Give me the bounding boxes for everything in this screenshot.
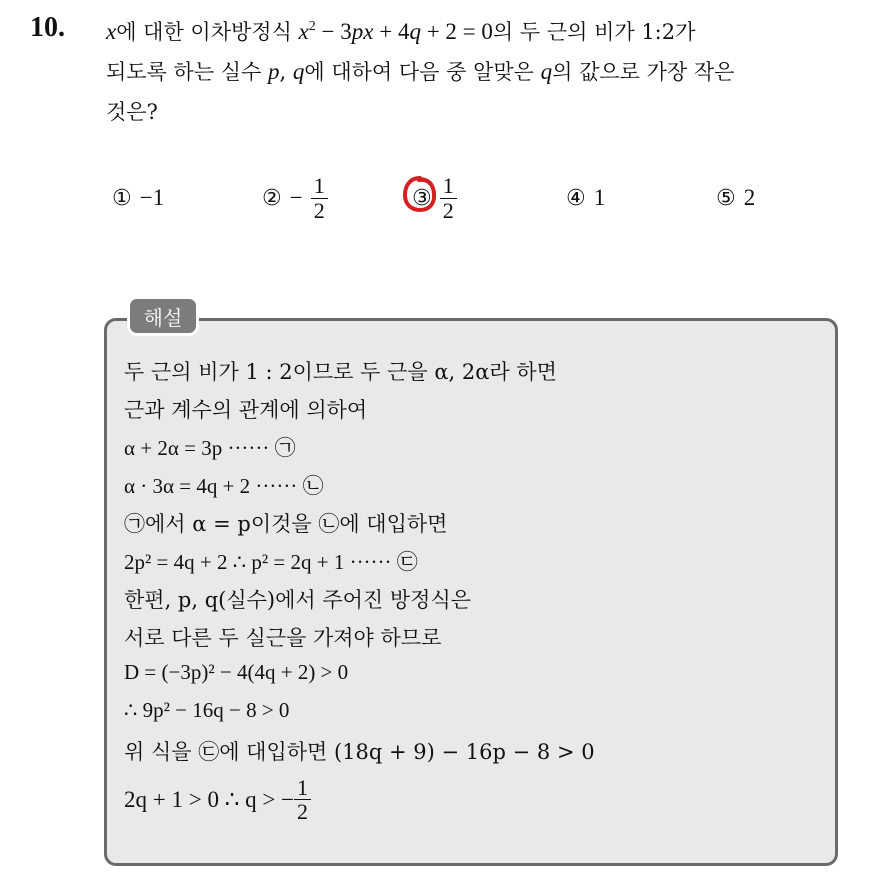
question-line-3: 것은? [106,100,158,124]
solution-inequality: 2q + 1 > 0 ∴ q > − [124,786,295,812]
choice-4[interactable] [566,168,605,228]
choice-sign: − [289,185,303,210]
solution-line: 한편, p, q(실수)에서 주어진 방정식은 [124,588,472,612]
var-x: x [106,19,117,44]
choice-number: ① [112,185,132,211]
solution-line: α + 2α = 3p ······ ㉠ [124,436,296,460]
solution-line: α · 3α = 4q + 2 ······ ㉡ [124,474,324,498]
question-text: 의 두 근의 비가 1:2가 [492,20,696,44]
equation: $x^2 - 3px + 4q + 2 = 0$ [298,19,493,44]
question-line-1 [106,16,695,46]
solution-line: ∴ 9p² − 16q − 8 > 0 [124,698,290,722]
question-line-2: 되도록 하는 실수 p, q에 대하여 다음 중 알맞은 q의 값으로 가장 작은 [106,59,735,84]
choice-number: ② [262,185,282,211]
solution-line: 서로 다른 두 실근을 가져야 하므로 [124,626,442,650]
choice-number: ⑤ [716,185,736,211]
solution-line: 두 근의 비가 1 : 2이므로 두 근을 α, 2α라 하면 [124,360,557,384]
answer-circle-mark [403,175,437,213]
solution-label: 해설 [127,296,199,336]
choice-number: ③ [412,185,432,211]
choice-value: 2 [743,185,756,210]
choice-1[interactable] [112,168,164,228]
solution-line: ㉠에서 α = p이것을 ㉡에 대입하면 [124,512,448,536]
choice-2[interactable] [262,168,328,228]
question-text: 되도록 하는 실수 [106,60,269,84]
solution-last-line [124,776,311,823]
question-number: 10. [30,12,65,43]
solution-line: 근과 계수의 관계에 의하여 [124,398,368,422]
choice-number: ④ [566,185,586,211]
solution-line: 2p² = 4q + 2 ∴ p² = 2q + 1 ······ ㉢ [124,550,418,574]
question-text: 에 대한 이차방정식 [116,20,299,44]
question-text: 에 대하여 다음 중 알맞은 [304,60,541,84]
choice-fraction: $\frac{1}{2}$ [440,174,457,221]
choice-5[interactable] [716,168,755,228]
question-text: 의 값으로 가장 작은 [552,60,735,84]
choice-fraction: $\frac{1}{2}$ [311,174,328,221]
choice-value: 1 [593,185,606,210]
solution-fraction: $\frac{1}{2}$ [294,776,311,823]
solution-line: D = (−3p)² − 4(4q + 2) > 0 [124,660,349,684]
solution-line: 위 식을 ㉢에 대입하면 (18q + 9) − 16p − 8 > 0 [124,740,595,764]
choice-value: −1 [139,185,165,210]
